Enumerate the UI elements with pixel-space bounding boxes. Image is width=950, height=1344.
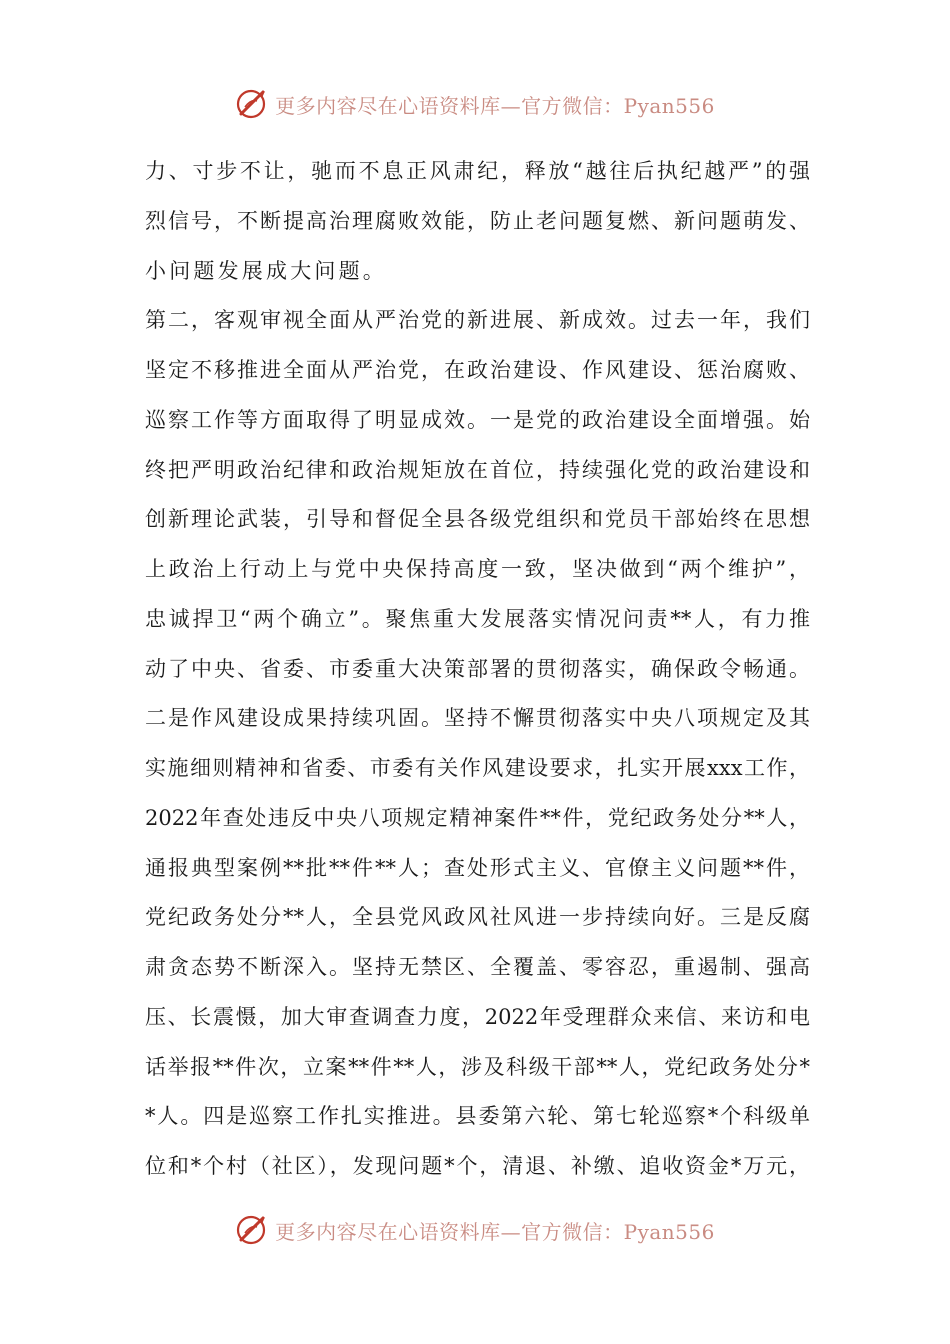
watermark-text: 更多内容尽在心语资料库—官方微信：Pyan556: [275, 93, 715, 118]
text-line: 实施细则精神和省委、市委有关作风建设要求，扎实开展xxx工作，: [145, 756, 810, 780]
pen-logo-icon: [235, 87, 269, 121]
text-line: 忠诚捍卫“两个确立”。聚焦重大发展落实情况问责**人，有力推: [145, 606, 810, 631]
text-line: 力、寸步不让，驰而不息正风肃纪，释放“越往后执纪越严”的强: [145, 159, 810, 183]
text-line: 第二，客观审视全面从严治党的新进展、新成效。过去一年，我们: [145, 308, 810, 333]
watermark-footer: [0, 1210, 950, 1250]
text-line: 上政治上行动上与党中央保持高度一致，坚决做到“两个维护”，: [145, 557, 810, 581]
text-line: 压、长震慑，加大审查调查力度，2022年受理群众来信、来访和电: [145, 1004, 810, 1029]
text-line: 话举报**件次，立案**件**人，涉及科级干部**人，党纪政务处分*: [145, 1054, 810, 1079]
text-line: 小问题发展成大问题。: [145, 258, 387, 283]
text-line: 2022年查处违反中央八项规定精神案件**件，党纪政务处分**人，: [145, 805, 810, 830]
document-body: [145, 147, 810, 1192]
text-line: 巡察工作等方面取得了明显成效。一是党的政治建设全面增强。始: [145, 407, 810, 432]
text-line: 位和*个村（社区），发现问题*个，清退、补缴、追收资金*万元，: [145, 1154, 810, 1178]
text-line: 创新理论武装，引导和督促全县各级党组织和党员干部始终在思想: [145, 507, 810, 532]
text-line: 肃贪态势不断深入。坚持无禁区、全覆盖、零容忍，重遏制、强高: [145, 955, 810, 979]
text-line: *人。四是巡察工作扎实推进。县委第六轮、第七轮巡察*个科级单: [145, 1104, 810, 1129]
text-line: 通报典型案例**批**件**人；查处形式主义、官僚主义问题**件，: [145, 855, 810, 880]
text-line: 党纪政务处分**人，全县党风政风社风进一步持续向好。三是反腐: [145, 905, 810, 930]
text-line: 二是作风建设成果持续巩固。坚持不懈贯彻落实中央八项规定及其: [145, 706, 810, 731]
text-line: 烈信号，不断提高治理腐败效能，防止老问题复燃、新问题萌发、: [145, 208, 810, 233]
text-line: 终把严明政治纪律和政治规矩放在首位，持续强化党的政治建设和: [145, 457, 810, 482]
pen-logo-icon: [235, 1213, 269, 1247]
text-line: 坚定不移推进全面从严治党，在政治建设、作风建设、惩治腐败、: [145, 358, 810, 382]
watermark-text: 更多内容尽在心语资料库—官方微信：Pyan556: [275, 1219, 715, 1244]
text-line: 动了中央、省委、市委重大决策部署的贯彻落实，确保政令畅通。: [145, 656, 810, 681]
watermark-header: [0, 84, 950, 124]
